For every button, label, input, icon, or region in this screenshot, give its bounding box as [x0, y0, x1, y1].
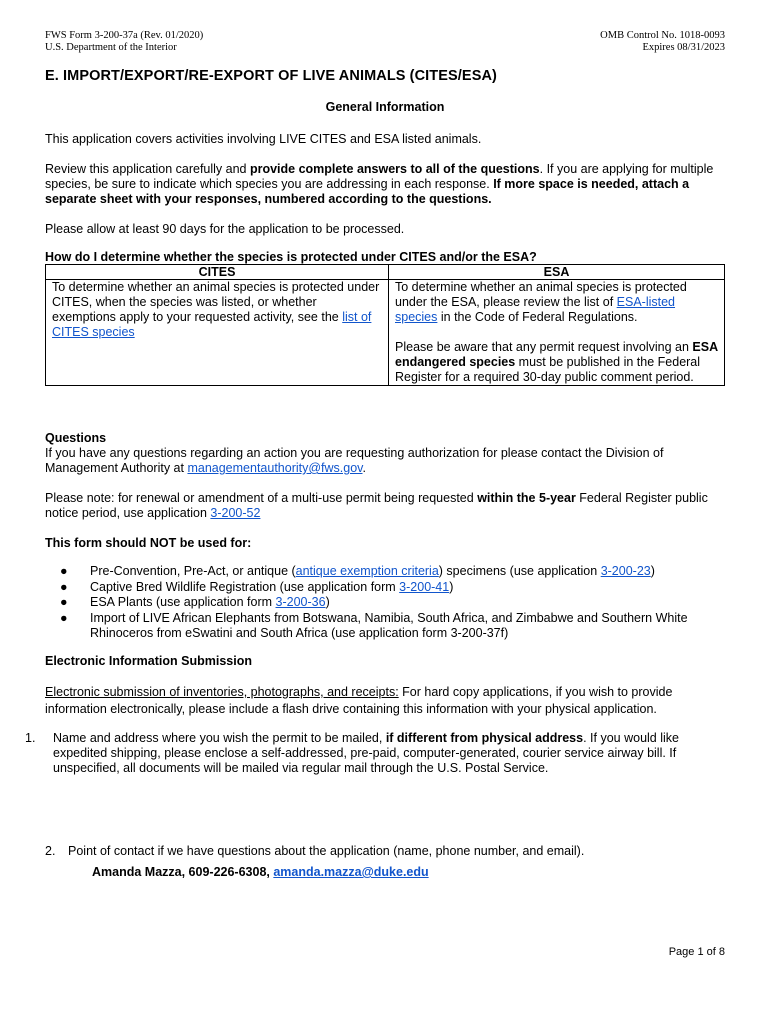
general-info-heading: General Information — [325, 100, 445, 114]
renewal-text-1: Please note: for renewal or amendment of a multi-use permit being requested — [45, 491, 478, 505]
renewal-text-2: Federal Register public notice period, use application — [45, 491, 708, 520]
esa-cell — [389, 280, 725, 386]
form-id: FWS Form 3-200-37a (Rev. 01/2020) — [45, 30, 204, 41]
questions-end: . — [362, 461, 366, 475]
esa-text-2: in the Code of Federal Regulations. — [437, 310, 638, 324]
form-header-right — [600, 30, 725, 54]
protection-question: How do I determine whether the species is protected under CITES and/or the ESA? — [45, 250, 537, 264]
electronic-underline: Electronic submission of inventories, photographs, and receipts: — [45, 685, 399, 699]
questions-text: If you have any questions regarding an action you are requesting authorization for please contact the Division of Management Authority at — [45, 446, 664, 475]
esa-column-header: ESA — [389, 265, 725, 280]
review-bold-2: If more space is needed, attach a separate sheet with your responses, numbered according to the questions. — [45, 177, 690, 206]
omb-control-number: OMB Control No. 1018-0093 — [600, 30, 725, 41]
bullet-text: ) specimens (use application — [438, 564, 601, 578]
renewal-bold: within the 5-year — [477, 491, 576, 505]
esa-text-1: To determine whether an animal species is protected under the ESA, please review the list of — [395, 280, 687, 309]
q1-text-1: Name and address where you wish the permit to be mailed, — [53, 731, 386, 745]
review-bold-1: provide complete answers to all of the questions — [249, 162, 540, 176]
answer-text: Amanda Mazza, 609-226-6308, — [92, 865, 274, 879]
bullet-text: ) — [449, 579, 454, 594]
not-used-heading: This form should NOT be used for: — [45, 536, 252, 550]
bullet-text: Pre-Convention, Pre-Act, or antique ( — [90, 564, 296, 578]
intro-text: This application covers activities involving LIVE CITES and ESA listed animals. — [45, 132, 482, 146]
bullet-icon: ● — [60, 579, 68, 594]
contact-email-link[interactable]: amanda.mazza@duke.edu — [273, 865, 429, 879]
cites-column-header: CITES — [46, 265, 389, 280]
questions-paragraph — [45, 446, 730, 476]
bullet-text: Import of LIVE African Elephants from Botswana, Namibia, South Africa, and Zimbabwe and Southern White Rhinoceros from eSwatini and South Africa (use application form 3-200-37f) — [90, 610, 688, 640]
cites-species-link[interactable]: list of CITES species — [52, 310, 372, 339]
questions-heading: Questions — [45, 431, 107, 445]
application-3-200-41-link[interactable]: 3-200-41 — [399, 579, 450, 594]
esa-note-bold: ESA endangered species — [395, 340, 718, 369]
bullet-text: ) — [325, 595, 330, 609]
application-3-200-52-link[interactable]: 3-200-52 — [210, 506, 261, 520]
cites-cell — [46, 280, 389, 386]
question-2-number: 2. — [45, 844, 56, 858]
list-item — [60, 595, 720, 611]
list-item — [60, 611, 720, 642]
renewal-paragraph — [45, 491, 730, 521]
page-number: Page 1 of 8 — [668, 946, 725, 958]
electronic-heading: Electronic Information Submission — [45, 654, 252, 668]
question-1-text — [53, 731, 725, 776]
not-used-list — [60, 564, 720, 642]
protection-table — [45, 264, 725, 386]
q1-bold: if different from physical address — [385, 731, 584, 745]
allow-time-text: Please allow at least 90 days for the application to be processed. — [45, 222, 405, 236]
esa-note-1: Please be aware that any permit request involving an — [395, 340, 693, 354]
bullet-icon: ● — [60, 595, 68, 609]
form-header-left — [45, 30, 203, 54]
review-text-2: . If you are applying for multiple species, be sure to indicate which species you are addressing in each response. — [45, 162, 714, 191]
bullet-icon: ● — [60, 610, 68, 625]
list-item — [60, 564, 720, 580]
bullet-icon: ● — [60, 564, 68, 578]
management-authority-email-link[interactable]: managementauthority@fws.gov — [187, 461, 363, 475]
cites-text: To determine whether an animal species is protected under CITES, when the species was listed, or whether exemptions apply to your requested activity, see the — [52, 280, 380, 324]
application-3-200-23-link[interactable]: 3-200-23 — [600, 564, 651, 578]
bullet-text: ) — [650, 564, 655, 578]
esa-species-link[interactable]: ESA-listed species — [395, 295, 676, 324]
electronic-text: For hard copy applications, if you wish to provide information electronically, please include a flash drive containing this information with your physical application. — [45, 685, 673, 716]
bullet-text: ESA Plants (use application form — [90, 595, 276, 609]
q1-text-2: . If you would like expedited shipping, please enclose a self-addressed, pre-paid, computer-generated, courier service airway bill. If unspecified, all documents will be mailed via regular mail through the U.S. Postal Service. — [53, 731, 679, 775]
bullet-text: Captive Bred Wildlife Registration (use application form — [90, 579, 400, 594]
question-2-text: Point of contact if we have questions about the application (name, phone number, and email). — [68, 844, 585, 858]
esa-note-2: must be published in the Federal Register for a required 30-day public comment period. — [395, 355, 701, 384]
list-item — [60, 580, 720, 596]
electronic-paragraph — [45, 684, 730, 718]
section-title: E. IMPORT/EXPORT/RE-EXPORT OF LIVE ANIMALS (CITES/ESA) — [45, 68, 497, 84]
application-3-200-36-link[interactable]: 3-200-36 — [275, 595, 326, 609]
expiration-date: Expires 08/31/2023 — [642, 42, 725, 53]
review-paragraph — [45, 162, 730, 207]
department-name: U.S. Department of the Interior — [45, 42, 177, 53]
antique-exemption-link[interactable]: antique exemption criteria — [295, 564, 439, 578]
review-text-1: Review this application carefully and — [45, 162, 250, 176]
question-2-answer — [92, 865, 722, 880]
question-1-number: 1. — [25, 731, 36, 745]
